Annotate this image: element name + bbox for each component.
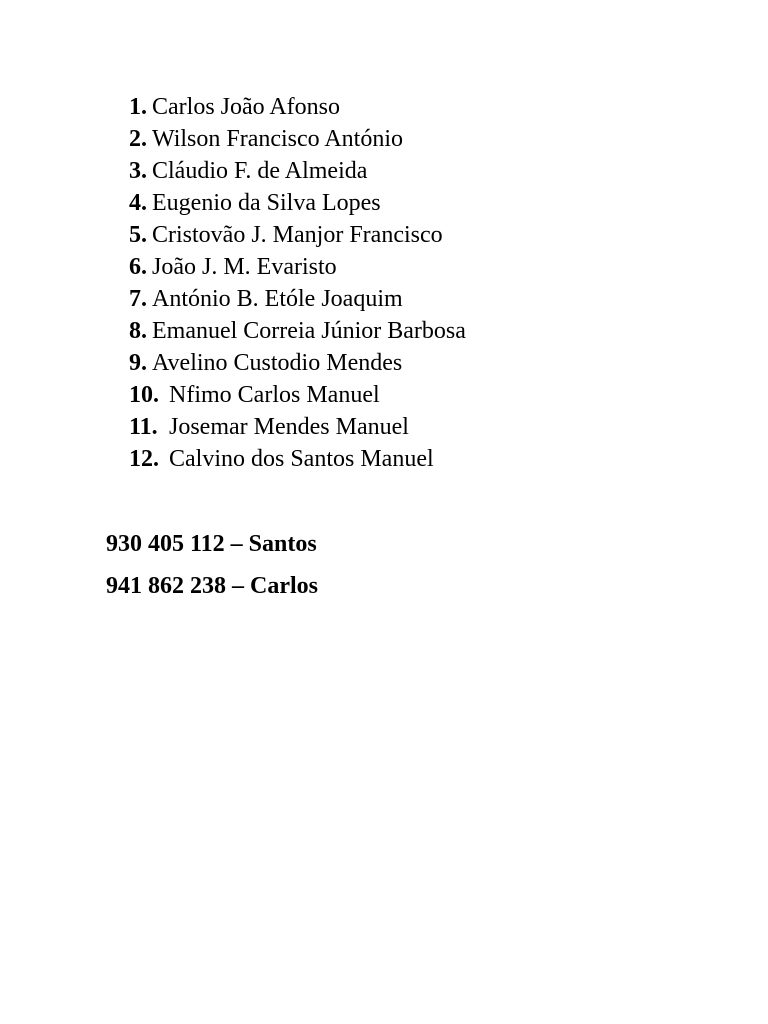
item-name: Cláudio F. de Almeida [152, 158, 368, 184]
list-item [129, 187, 466, 219]
list-item [129, 315, 466, 347]
list-item [129, 411, 466, 443]
item-number: 9. [129, 350, 147, 376]
list-item [129, 443, 466, 475]
list-item [129, 91, 466, 123]
contacts-block [106, 527, 318, 611]
item-name: Josemar Mendes Manuel [169, 414, 409, 440]
item-name: Calvino dos Santos Manuel [169, 446, 434, 472]
item-name: Carlos João Afonso [152, 94, 340, 120]
item-name: Eugenio da Silva Lopes [152, 190, 381, 216]
item-number: 1. [129, 94, 147, 120]
contact-santos: 930 405 112 – Santos [106, 531, 317, 557]
list-item [129, 219, 466, 251]
contact-carlos: 941 862 238 – Carlos [106, 573, 318, 599]
item-name: Cristovão J. Manjor Francisco [152, 222, 443, 248]
item-number: 10. [129, 382, 159, 408]
item-number: 11. [129, 414, 158, 440]
item-name: Wilson Francisco António [152, 126, 404, 152]
list-item [129, 123, 466, 155]
item-name: Avelino Custodio Mendes [152, 350, 403, 376]
list-item [129, 251, 466, 283]
list-item [129, 155, 466, 187]
list-item [129, 347, 466, 379]
item-number: 3. [129, 158, 147, 184]
item-name: António B. Etóle Joaquim [152, 286, 403, 312]
list-item [129, 283, 466, 315]
item-name: João J. M. Evaristo [152, 254, 337, 280]
item-number: 4. [129, 190, 147, 216]
item-number: 12. [129, 446, 159, 472]
item-number: 5. [129, 222, 147, 248]
item-name: Emanuel Correia Júnior Barbosa [152, 318, 466, 344]
item-number: 6. [129, 254, 147, 280]
item-number: 7. [129, 286, 147, 312]
item-name: Nfimo Carlos Manuel [169, 382, 380, 408]
item-number: 8. [129, 318, 147, 344]
item-number: 2. [129, 126, 147, 152]
names-list [129, 91, 466, 475]
list-item [129, 379, 466, 411]
